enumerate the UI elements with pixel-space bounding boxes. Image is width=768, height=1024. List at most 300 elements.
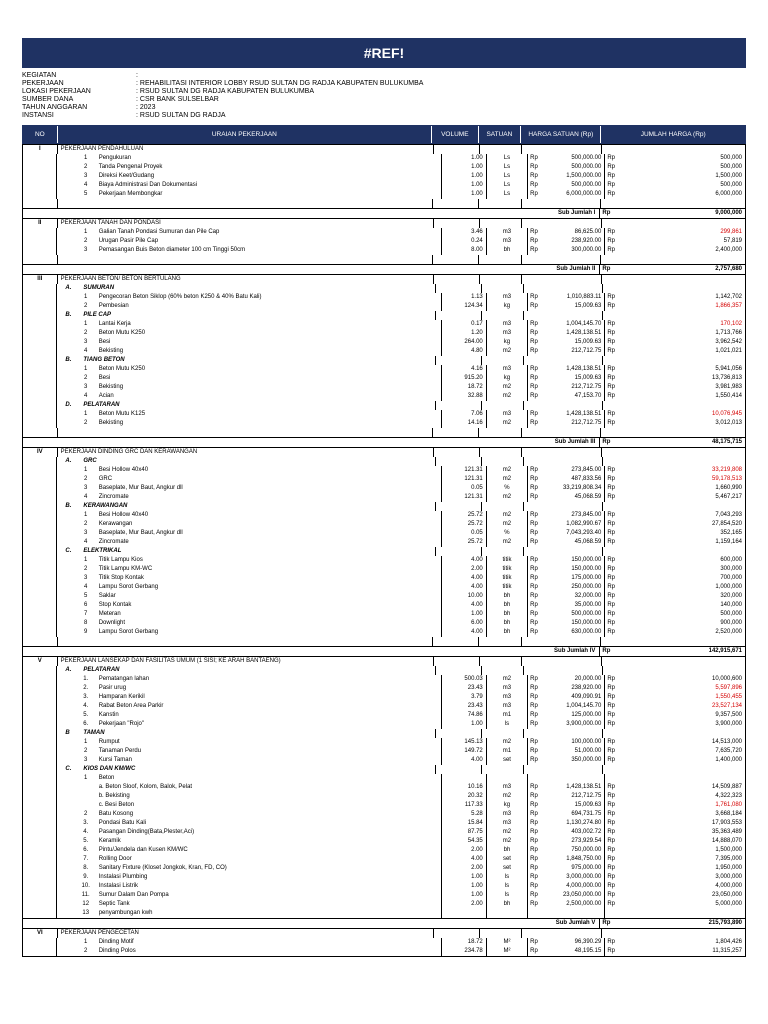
row-no-cell bbox=[23, 610, 57, 619]
total-price-cell bbox=[605, 891, 745, 900]
unit-price: 1,082,990.67 bbox=[566, 521, 602, 527]
item-number: 9. bbox=[83, 874, 89, 880]
unit-price-cell bbox=[522, 448, 601, 457]
currency-label: Rp bbox=[530, 164, 538, 170]
total-price-cell bbox=[605, 511, 745, 520]
unit-cell bbox=[480, 145, 523, 154]
currency-label: Rp bbox=[530, 811, 538, 817]
total-price-cell bbox=[605, 819, 745, 828]
currency-label: Rp bbox=[607, 191, 616, 197]
unit-cell bbox=[480, 657, 523, 666]
unit-cell bbox=[482, 356, 524, 365]
volume-cell: 25.72 bbox=[442, 511, 486, 520]
item-text: Keramik bbox=[98, 838, 121, 844]
item-text: Beton bbox=[98, 775, 115, 781]
volume-cell: 4.00 bbox=[442, 583, 486, 592]
unit-cell: m2 bbox=[487, 828, 528, 837]
unit-price-cell bbox=[528, 383, 605, 392]
header-jumlah-harga: JUMLAH HARGA (Rp) bbox=[640, 131, 706, 138]
item-description bbox=[57, 947, 443, 956]
volume-cell: 5.28 bbox=[442, 810, 486, 819]
currency-label: Rp bbox=[607, 874, 616, 880]
item-description bbox=[57, 493, 443, 502]
item-description bbox=[58, 199, 433, 208]
volume-cell: 1.00 bbox=[442, 882, 486, 891]
currency-label: Rp bbox=[530, 874, 538, 880]
item-description bbox=[57, 819, 443, 828]
currency-label: Rp bbox=[530, 676, 538, 682]
group-name: TIANG BETON bbox=[83, 357, 125, 363]
group-row bbox=[23, 401, 745, 410]
row-no-cell bbox=[23, 374, 57, 383]
row-no-cell bbox=[23, 466, 57, 475]
unit-cell: m2 bbox=[487, 347, 528, 356]
group-no-cell bbox=[23, 729, 57, 738]
item-text: Pintu/Jendela dan Kusen KM/WC bbox=[98, 847, 188, 853]
unit-cell: set bbox=[487, 864, 528, 873]
group-letter: B bbox=[65, 730, 70, 736]
total-price: 23,050,000 bbox=[711, 892, 743, 898]
total-price: 11,315,257 bbox=[712, 948, 743, 954]
total-price-cell bbox=[605, 475, 745, 484]
section-row bbox=[23, 447, 745, 457]
unit-price-cell bbox=[524, 547, 603, 556]
row-no-cell bbox=[23, 163, 57, 172]
group-title bbox=[57, 666, 436, 675]
currency-label: Rp bbox=[607, 838, 616, 844]
unit-cell: kg bbox=[487, 801, 528, 810]
volume-cell: 1.00 bbox=[442, 172, 486, 181]
unit-price-cell bbox=[524, 765, 603, 774]
row-no-cell bbox=[23, 199, 58, 208]
unit-price: 238,920.00 bbox=[571, 238, 602, 244]
group-row bbox=[23, 457, 745, 466]
unit-price-cell bbox=[528, 493, 605, 502]
item-number: 1 bbox=[84, 557, 88, 563]
unit-price: 403,002.72 bbox=[571, 829, 602, 835]
total-price: 7,043,293 bbox=[715, 512, 743, 518]
item-number: 6. bbox=[83, 847, 89, 853]
group-no-cell bbox=[23, 311, 57, 320]
volume-cell: 18.72 bbox=[442, 938, 486, 947]
table-row bbox=[23, 154, 745, 163]
item-description bbox=[57, 774, 443, 783]
currency-label: Rp bbox=[607, 366, 616, 372]
item-number: 4 bbox=[84, 539, 88, 545]
info-label: SUMBER DANA bbox=[22, 96, 74, 103]
total-price-cell bbox=[605, 347, 745, 356]
currency-label: Rp bbox=[530, 321, 538, 327]
volume-cell: 3.46 bbox=[442, 228, 486, 237]
unit-price: 4,000,000.00 bbox=[566, 883, 602, 889]
currency-label: Rp bbox=[607, 294, 616, 300]
info-value: : CSR BANK SULSELBAR bbox=[136, 96, 219, 103]
item-description bbox=[57, 592, 443, 601]
row-no-cell bbox=[23, 475, 57, 484]
total-price-cell bbox=[605, 747, 745, 756]
row-no-cell bbox=[23, 237, 57, 246]
currency-label: Rp bbox=[607, 155, 616, 161]
volume-cell bbox=[434, 448, 480, 457]
unit-price-cell bbox=[528, 864, 605, 873]
currency-label: Rp bbox=[530, 557, 538, 563]
subtotal-value: 142,915,671 bbox=[708, 648, 742, 654]
currency-label: Rp bbox=[530, 883, 538, 889]
item-description bbox=[57, 163, 443, 172]
unit-price: 1,428,138.51 bbox=[566, 411, 602, 417]
row-no-cell bbox=[23, 628, 57, 637]
item-description bbox=[57, 466, 443, 475]
volume-cell bbox=[433, 199, 479, 208]
table-row bbox=[23, 466, 745, 475]
unit-cell: ls bbox=[487, 891, 528, 900]
group-title bbox=[57, 457, 436, 466]
subtotal-row bbox=[23, 646, 745, 656]
total-price-cell bbox=[605, 938, 745, 947]
total-price-cell bbox=[603, 311, 745, 320]
currency-label: Rp bbox=[607, 321, 616, 327]
item-number: 4 bbox=[84, 393, 88, 399]
table-row bbox=[23, 819, 745, 828]
item-text: Instalasi Listrik bbox=[98, 883, 139, 889]
table-row bbox=[23, 320, 745, 329]
unit-price: 51,000.00 bbox=[574, 748, 602, 754]
total-price: 320,000 bbox=[720, 593, 743, 599]
row-no-cell bbox=[23, 801, 57, 810]
volume-cell: 4.00 bbox=[442, 855, 486, 864]
currency-label: Rp bbox=[530, 521, 538, 527]
unit-cell bbox=[480, 929, 523, 938]
unit-price-cell bbox=[528, 684, 605, 693]
currency-label: Rp bbox=[607, 584, 616, 590]
item-description bbox=[57, 529, 443, 538]
section-title: PEKERJAAN PENDAHULUAN bbox=[58, 145, 435, 154]
row-no-cell bbox=[23, 246, 57, 255]
subtotal-label: Sub Jumlah IV bbox=[23, 647, 600, 656]
currency-label: Rp bbox=[530, 366, 538, 372]
unit-price-cell bbox=[528, 837, 605, 846]
item-description bbox=[58, 255, 433, 264]
currency-label: Rp bbox=[607, 748, 616, 754]
unit-price: 300,000.00 bbox=[571, 247, 602, 253]
total-price-cell bbox=[605, 601, 745, 610]
currency-label: Rp bbox=[607, 620, 616, 626]
unit-price-cell bbox=[528, 947, 605, 956]
total-price-cell bbox=[603, 401, 745, 410]
total-price: 1,550,414 bbox=[715, 393, 743, 399]
item-text: Septic Tank bbox=[98, 901, 130, 907]
currency-label: Rp bbox=[607, 939, 616, 945]
total-price-cell bbox=[602, 275, 745, 284]
unit-price-cell bbox=[528, 619, 605, 628]
total-price: 1,159,164 bbox=[715, 539, 743, 545]
row-no-cell bbox=[23, 338, 57, 347]
info-value: : RSUD SULTAN DG RADJA bbox=[136, 112, 226, 119]
table-row bbox=[23, 338, 745, 347]
currency-label: Rp bbox=[530, 294, 538, 300]
row-no-cell bbox=[23, 738, 57, 747]
group-name: SUMURAN bbox=[83, 285, 115, 291]
currency-label: Rp bbox=[602, 920, 611, 926]
section-title: PEKERJAAN LANSEKAP DAN FASILITAS UMUM (1 SISI; KE ARAH BANTAENG) bbox=[58, 657, 435, 666]
table-row bbox=[23, 837, 745, 846]
currency-label: Rp bbox=[530, 339, 538, 345]
unit-cell: m3 bbox=[487, 783, 528, 792]
item-text: Lampu Sorot Gerbang bbox=[98, 584, 159, 590]
item-description bbox=[57, 610, 443, 619]
volume-cell: 2.00 bbox=[442, 846, 486, 855]
total-price: 1,142,702 bbox=[715, 294, 743, 300]
unit-price: 694,731.75 bbox=[571, 811, 602, 817]
volume-cell: 54.35 bbox=[442, 837, 486, 846]
volume-cell: 4.00 bbox=[442, 556, 486, 565]
item-number: 5. bbox=[83, 838, 89, 844]
total-price-cell bbox=[605, 756, 745, 765]
item-description bbox=[57, 828, 443, 837]
item-number: 4 bbox=[84, 494, 88, 500]
section-number: III bbox=[23, 275, 58, 284]
item-text: Meteran bbox=[98, 611, 121, 617]
unit-cell: bh bbox=[487, 619, 528, 628]
currency-label: Rp bbox=[530, 393, 538, 399]
item-number: 1 bbox=[84, 366, 88, 372]
unit-price-cell bbox=[528, 711, 605, 720]
unit-price-cell bbox=[528, 610, 605, 619]
item-text: Besi Hollow 40x40 bbox=[98, 512, 149, 518]
total-price-cell bbox=[603, 356, 745, 365]
total-price-cell bbox=[605, 163, 745, 172]
unit-cell: bh bbox=[487, 900, 528, 909]
volume-cell: 18.72 bbox=[442, 383, 486, 392]
info-row bbox=[22, 72, 746, 80]
unit-price: 15,009.63 bbox=[574, 375, 602, 381]
section-number: IV bbox=[23, 448, 58, 457]
total-price-cell bbox=[605, 172, 745, 181]
currency-label: Rp bbox=[530, 191, 538, 197]
row-no-cell bbox=[23, 181, 57, 190]
total-price-cell bbox=[605, 900, 745, 909]
total-price: 1,550,455 bbox=[715, 694, 743, 700]
item-number: 2. bbox=[83, 685, 89, 691]
total-price-cell bbox=[602, 657, 745, 666]
table-row bbox=[23, 302, 745, 311]
unit-cell: ls bbox=[487, 720, 528, 729]
unit-cell: m2 bbox=[487, 738, 528, 747]
item-text: Pekerjaan "Rojo" bbox=[98, 721, 144, 727]
total-price: 3,000,000 bbox=[715, 874, 743, 880]
volume-cell bbox=[434, 657, 480, 666]
total-price-cell bbox=[605, 947, 745, 956]
unit-price-cell bbox=[528, 693, 605, 702]
currency-label: Rp bbox=[530, 566, 538, 572]
currency-label: Rp bbox=[530, 784, 538, 790]
subtotal-value: 215,793,890 bbox=[708, 920, 742, 926]
total-price-cell bbox=[605, 365, 745, 374]
total-price-cell bbox=[605, 801, 745, 810]
unit-price-cell bbox=[524, 284, 603, 293]
unit-price-cell bbox=[528, 873, 605, 882]
group-letter: C. bbox=[65, 548, 72, 554]
unit-price: 500,000.00 bbox=[571, 155, 602, 161]
row-no-cell bbox=[23, 392, 57, 401]
item-text: Hamparan Kerikil bbox=[98, 694, 145, 700]
volume-cell: 74.86 bbox=[442, 711, 486, 720]
subtotal-value: 48,175,715 bbox=[711, 439, 742, 445]
row-no-cell bbox=[23, 190, 57, 199]
volume-cell: 2.00 bbox=[442, 565, 486, 574]
unit-price: 500,000.00 bbox=[571, 611, 602, 617]
group-letter: B. bbox=[65, 503, 72, 509]
currency-label: Rp bbox=[607, 847, 616, 853]
table-row bbox=[23, 628, 745, 637]
item-text: Stop Kontak bbox=[98, 602, 132, 608]
unit-price-cell bbox=[528, 302, 605, 311]
total-price-cell bbox=[605, 864, 745, 873]
volume-cell: 4.00 bbox=[442, 628, 486, 637]
currency-label: Rp bbox=[530, 485, 538, 491]
item-number: 5 bbox=[84, 593, 88, 599]
unit-price-cell bbox=[528, 810, 605, 819]
volume-cell: 0.17 bbox=[442, 320, 486, 329]
unit-price-cell bbox=[528, 747, 605, 756]
item-number: 2 bbox=[84, 811, 88, 817]
total-price: 17,903,553 bbox=[711, 820, 743, 826]
unit-price-cell bbox=[522, 929, 601, 938]
unit-price: 35,000.00 bbox=[574, 602, 602, 608]
section-title: PEKERJAAN DINDING GRC DAN KERAWANGAN bbox=[58, 448, 435, 457]
volume-cell: 14.16 bbox=[442, 419, 486, 428]
unit-price-cell bbox=[528, 556, 605, 565]
currency-label: Rp bbox=[530, 629, 538, 635]
row-no-cell bbox=[23, 383, 57, 392]
table-row bbox=[23, 190, 745, 199]
item-number: 2 bbox=[84, 521, 88, 527]
unit-price-cell bbox=[528, 846, 605, 855]
row-no-cell bbox=[23, 637, 58, 646]
unit-cell: bh bbox=[487, 601, 528, 610]
unit-cell: % bbox=[487, 484, 528, 493]
unit-price-cell bbox=[528, 228, 605, 237]
total-price-cell bbox=[605, 338, 745, 347]
volume-cell: 7.06 bbox=[442, 410, 486, 419]
unit-price-cell bbox=[528, 574, 605, 583]
row-no-cell bbox=[23, 947, 57, 956]
unit-price-cell bbox=[528, 882, 605, 891]
item-text: Titik Lampu KM-WC bbox=[98, 566, 153, 572]
item-description bbox=[57, 855, 443, 864]
group-row bbox=[23, 311, 745, 320]
item-description bbox=[57, 783, 443, 792]
unit-price: 1,428,138.51 bbox=[566, 330, 602, 336]
volume-cell: 500.03 bbox=[442, 675, 486, 684]
currency-label: Rp bbox=[607, 530, 616, 536]
currency-label: Rp bbox=[607, 629, 616, 635]
unit-cell: m2 bbox=[487, 466, 528, 475]
item-text: Sanitary Fixture (Kloset Jongkok, Kran, FD, CO) bbox=[98, 865, 227, 871]
item-number: 4 bbox=[84, 348, 88, 354]
row-no-cell bbox=[23, 556, 57, 565]
total-price: 2,400,000 bbox=[715, 247, 743, 253]
group-title bbox=[57, 502, 436, 511]
unit-price-cell bbox=[528, 828, 605, 837]
currency-label: Rp bbox=[530, 539, 538, 545]
table-row bbox=[23, 392, 745, 401]
currency-label: Rp bbox=[530, 530, 538, 536]
total-price: 1,866,357 bbox=[715, 303, 743, 309]
item-number bbox=[79, 792, 93, 801]
total-price-cell bbox=[605, 228, 745, 237]
table-row bbox=[23, 756, 745, 765]
currency-label: Rp bbox=[607, 948, 616, 954]
unit-cell bbox=[482, 547, 524, 556]
row-no-cell bbox=[23, 484, 57, 493]
row-no-cell bbox=[23, 255, 58, 264]
volume-cell bbox=[436, 502, 481, 511]
unit-cell: Ls bbox=[487, 163, 528, 172]
row-no-cell bbox=[23, 592, 57, 601]
total-price-cell bbox=[601, 255, 745, 264]
total-price-cell bbox=[603, 547, 745, 556]
row-no-cell bbox=[23, 747, 57, 756]
unit-cell: m2 bbox=[487, 392, 528, 401]
currency-label: Rp bbox=[607, 602, 616, 608]
section-number: II bbox=[23, 219, 58, 228]
currency-label: Rp bbox=[607, 694, 616, 700]
unit-cell: m1 bbox=[487, 711, 528, 720]
table-row bbox=[23, 475, 745, 484]
currency-label: Rp bbox=[530, 411, 538, 417]
currency-label: Rp bbox=[530, 229, 538, 235]
item-text: Lantai Kerja bbox=[98, 321, 131, 327]
total-price-cell bbox=[605, 592, 745, 601]
subtotal-value-cell bbox=[600, 209, 745, 218]
volume-cell: 23.43 bbox=[442, 684, 486, 693]
item-text: Bekisting bbox=[98, 348, 124, 354]
item-text: Beton Mutu K250 bbox=[98, 366, 146, 372]
item-number: 4 bbox=[84, 182, 88, 188]
volume-cell: 1.00 bbox=[442, 190, 486, 199]
currency-label: Rp bbox=[530, 948, 538, 954]
group-no-cell bbox=[23, 666, 57, 675]
table-row bbox=[23, 329, 745, 338]
table-row bbox=[23, 419, 745, 428]
currency-label: Rp bbox=[530, 575, 538, 581]
unit-price-cell bbox=[528, 538, 605, 547]
unit-price-cell bbox=[528, 374, 605, 383]
section-title: PEKERJAAN TANAH DAN PONDASI bbox=[58, 219, 435, 228]
total-price-cell bbox=[601, 428, 745, 437]
currency-label: Rp bbox=[530, 584, 538, 590]
currency-label: Rp bbox=[607, 229, 616, 235]
item-text: Besi bbox=[98, 339, 111, 345]
total-price: 600,000 bbox=[720, 557, 743, 563]
group-row bbox=[23, 765, 745, 774]
subtotal-row bbox=[23, 264, 745, 274]
unit-price-cell bbox=[528, 756, 605, 765]
table-row bbox=[23, 410, 745, 419]
info-row bbox=[22, 88, 746, 96]
currency-label: Rp bbox=[530, 611, 538, 617]
item-text: Sumur Dalam Dan Pompa bbox=[98, 892, 169, 898]
volume-cell: 2.00 bbox=[442, 900, 486, 909]
unit-cell: m2 bbox=[487, 511, 528, 520]
item-text: Besi Hollow 40x40 bbox=[98, 467, 149, 473]
item-description bbox=[57, 873, 443, 882]
item-number bbox=[79, 801, 93, 810]
row-no-cell bbox=[23, 774, 57, 783]
total-price: 1,713,766 bbox=[715, 330, 743, 336]
total-price-cell bbox=[602, 929, 745, 938]
